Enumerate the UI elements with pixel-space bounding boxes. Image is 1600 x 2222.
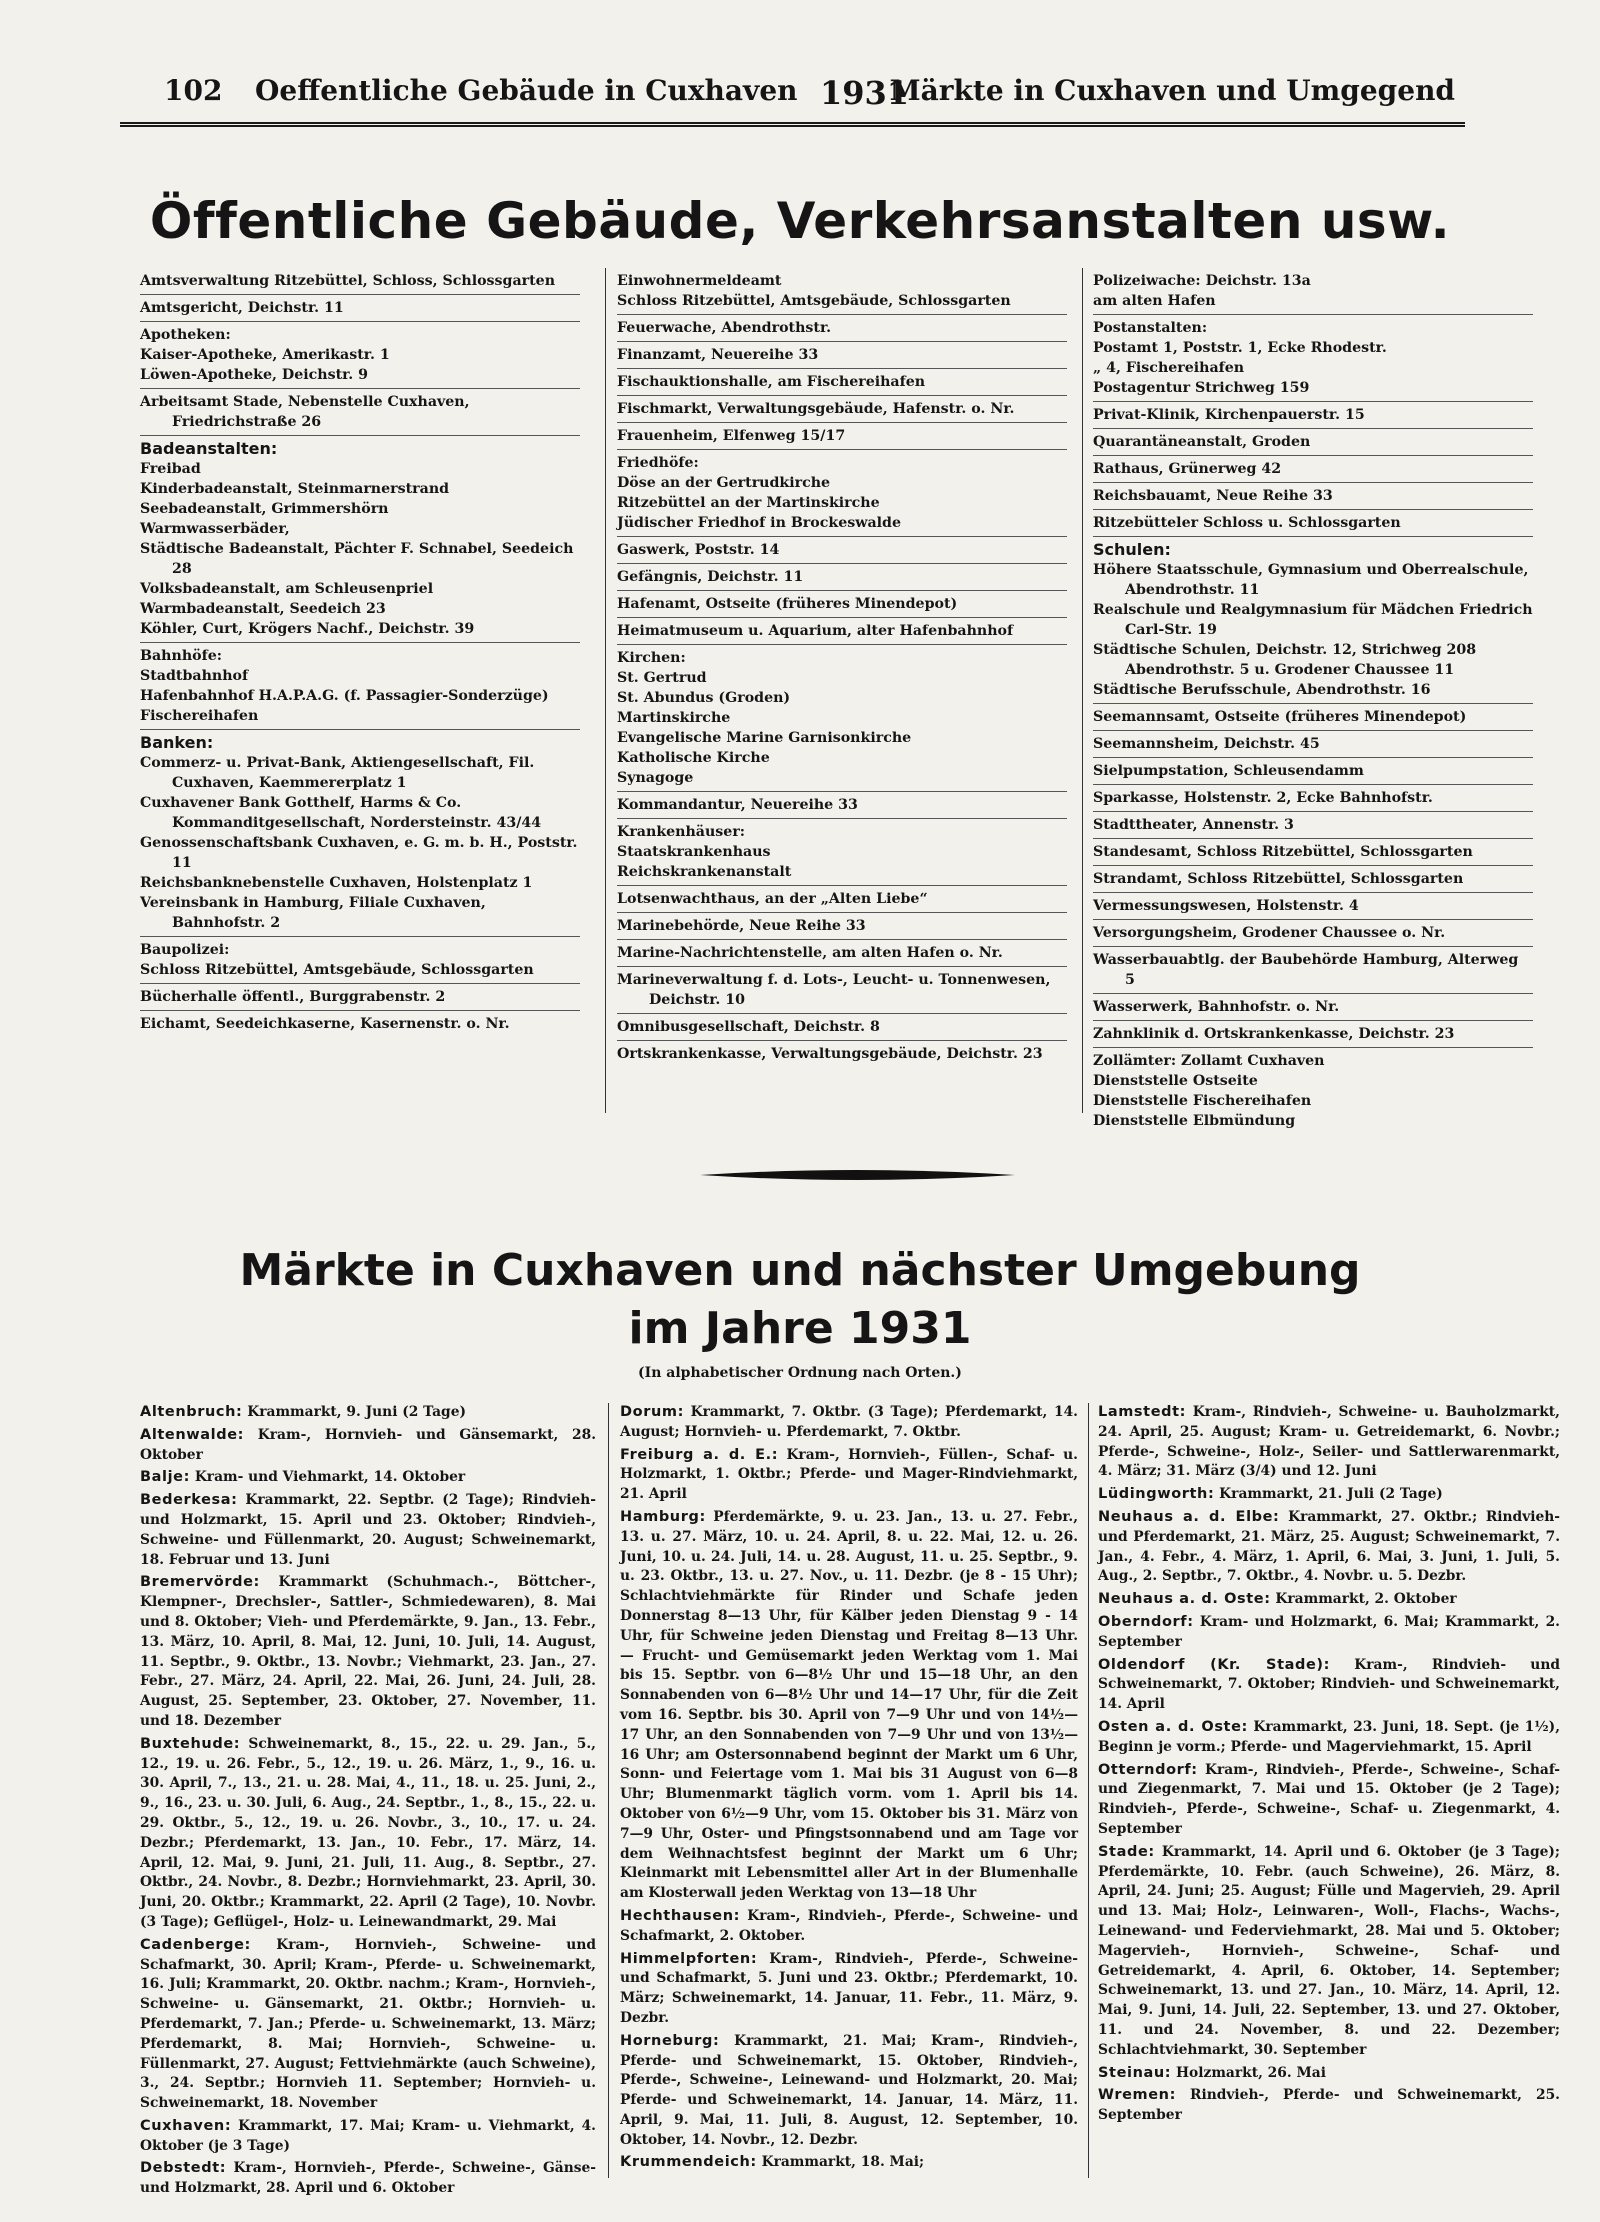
header-right-title: Märkte in Cuxhaven und Umgegend [889, 74, 1455, 107]
entry-subitem: Warmwasserbäder, [140, 521, 290, 537]
entry-subitem: Löwen-Apotheke, Deichstr. 9 [140, 367, 369, 383]
entry-name: Einwohnermeldeamt [617, 273, 782, 289]
market-dates: Schweinemarkt, 8., 15., 22. u. 29. Jan., 5., 12., 19. u. 26. Febr., 5., 12., 19. u. 26. März, 1., 9., 16. u. 30. April, 7., 13., 21. u. 28. Mai, 4., 11., 18. u. 25. Juni, 2., 9., 16., 23. u. 30. Juli, 6. Aug., 24. Septbr., 1., 8., 15., 22. u. 29. Oktbr., 5., 12., 19. u. 26. Novbr., 3., 10., 17. u. 24. Dezbr.; Pferdemarkt, 13. Jan., 10. Febr., 17. März, 14. April, 12. Mai, 9. Juni, 21. Juli, 11. Aug., 8. Septbr., 27. Oktbr., 24. Novbr., 8. Dezbr.; Hornviehmarkt, 23. April, 30. Juni, 20. Oktbr.; Krammarkt, 22. April (2 Tage), 10. Novbr. (3 Tage); Geflügel-, Holz- u. Leinewandmarkt, 29. Mai [140, 1735, 596, 1930]
directory-entry [617, 1014, 1067, 1041]
directory-entry [140, 1011, 580, 1037]
directory-entry [617, 819, 1067, 886]
directory-entry [140, 984, 580, 1011]
entry-subitem: Dienststelle Fischereihafen [1093, 1093, 1312, 1109]
market-dates: Krammarkt, 21. Juli (2 Tage) [1214, 1486, 1443, 1503]
market-entry [620, 1446, 1078, 1505]
entry-name: Kommandantur, Neuereihe 33 [617, 797, 858, 813]
markets-column-3 [1098, 1403, 1560, 2129]
directory-entry [617, 369, 1067, 396]
entry-name: Polizeiwache: Deichstr. 13a [1093, 273, 1311, 289]
directory-entry [1093, 785, 1533, 812]
entry-name: Krankenhäuser: [617, 824, 746, 840]
market-place: Hamburg: [620, 1508, 706, 1525]
market-place: Balje: [140, 1469, 191, 1486]
directory-entry [617, 537, 1067, 564]
market-dates: Rindvieh-, Pferde- und Schweinemarkt, 25. September [1098, 2087, 1560, 2124]
market-place: Oldendorf (Kr. Stade): [1098, 1656, 1331, 1673]
market-entry [620, 2032, 1078, 2151]
market-place: Steinau: [1098, 2064, 1172, 2081]
market-dates: Holzmarkt, 26. Mai [1171, 2064, 1326, 2081]
market-place: Horneburg: [620, 2032, 720, 2049]
directory-entry [1093, 994, 1533, 1021]
entry-name: Eichamt, Seedeichkaserne, Kasernenstr. o. Nr. [140, 1016, 510, 1032]
entry-subitem: Schloss Ritzebüttel, Amtsgebäude, Schlossgarten [140, 962, 534, 978]
entry-name: Quarantäneanstalt, Groden [1093, 434, 1311, 450]
directory-entry [1093, 731, 1533, 758]
market-place: Neuhaus a. d. Elbe: [1098, 1508, 1280, 1525]
directory-entry [617, 618, 1067, 645]
entry-name: Amtsverwaltung Ritzebüttel, Schloss, Schlossgarten [140, 273, 556, 289]
directory-entry [617, 645, 1067, 792]
market-entry [140, 1936, 596, 2114]
market-dates: Krammarkt, 9. Juni (2 Tage) [242, 1404, 467, 1420]
market-entry [140, 1468, 596, 1488]
entry-subitem: Genossenschaftsbank Cuxhaven, e. G. m. b. H., Poststr. 11 [140, 835, 578, 871]
entry-subitem: Commerz- u. Privat-Bank, Aktiengesellschaft, Fil. Cuxhaven, Kaemmererplatz 1 [140, 755, 535, 791]
market-place: Cadenberge: [140, 1936, 251, 1953]
entry-subitem: Postamt 1, Poststr. 1, Ecke Rhodestr. [1093, 340, 1387, 356]
market-dates: Krammarkt, 21. Mai; Kram-, Rindvieh-, Pferde- und Schweinemarkt, 15. Oktober, Rindvieh-, Pferde-, Schweine-, Leinewand- und Holzmarkt, 20. Mai; Pferde- und Schweinemarkt, 14. Januar, 14. März, 11. April, 9. Mai, 11. Juli, 8. August, 12. September, 10. Oktober, 14. Novbr., 12. Dezbr. [620, 2032, 1078, 2148]
header-rule [120, 122, 1465, 127]
entry-name: Fischmarkt, Verwaltungsgebäude, Hafenstr. o. Nr. [617, 401, 1015, 417]
directory-entry [1093, 268, 1533, 315]
entry-name: Bücherhalle öffentl., Burggrabenstr. 2 [140, 989, 446, 1005]
entry-name: Seemannsamt, Ostseite (früheres Minendepot) [1093, 709, 1467, 725]
entry-name: Schulen: [1093, 540, 1171, 559]
entry-name: Gefängnis, Deichstr. 11 [617, 569, 804, 585]
entry-subitem: Evangelische Marine Garnisonkirche [617, 730, 912, 746]
entry-name: Baupolizei: [140, 942, 230, 958]
market-entry [1098, 2086, 1560, 2126]
entry-subitem: Schloss Ritzebüttel, Amtsgebäude, Schlossgarten [617, 293, 1011, 309]
entry-subitem: Städtische Badeanstalt, Pächter F. Schnabel, Seedeich 28 [140, 541, 574, 577]
column-divider [608, 1403, 609, 2178]
market-entry [140, 1735, 596, 1933]
directory-entry [617, 396, 1067, 423]
directory-entry [617, 1041, 1067, 1067]
entry-subitem: Döse an der Gertrudkirche [617, 475, 831, 491]
market-place: Lüdingworth: [1098, 1486, 1215, 1503]
entry-name: Friedhöfe: [617, 455, 699, 471]
market-dates: Krammarkt, 7. Oktbr. (3 Tage); Pferdemarkt, 14. August; Hornvieh- u. Pferdemarkt, 7. Oktbr. [620, 1404, 1078, 1440]
column-divider [605, 268, 606, 1113]
entry-name: Sparkasse, Holstenstr. 2, Ecke Bahnhofstr. [1093, 790, 1433, 806]
directory-entry [140, 937, 580, 984]
directory-entry [617, 792, 1067, 819]
column-divider [1082, 268, 1083, 1113]
market-dates: Krammarkt, 17. Mai; Kram- u. Viehmarkt, 4. Oktober (je 3 Tage) [140, 2117, 596, 2154]
market-dates: Kram-, Hornvieh-, Pferde-, Schweine-, Gänse- und Holzmarkt, 28. April und 6. Oktober [140, 2160, 596, 2197]
entry-subitem: am alten Hafen [1093, 293, 1216, 309]
market-place: Bremervörde: [140, 1574, 260, 1591]
entry-name: Banken: [140, 733, 214, 752]
directory-entry [617, 967, 1067, 1014]
market-place: Oberndorf: [1098, 1613, 1194, 1630]
market-place: Debstedt: [140, 2160, 227, 2177]
entry-subitem: Ritzebüttel an der Martinskirche [617, 495, 880, 511]
directory-entry [617, 315, 1067, 342]
entry-subitem: „ 4, Fischereihafen [1093, 360, 1245, 376]
section2-title-line2: im Jahre 1931 [628, 1303, 972, 1354]
entry-subitem: Dienststelle Ostseite [1093, 1073, 1258, 1089]
market-entry [620, 1907, 1078, 1947]
entry-subitem: Cuxhavener Bank Gotthelf, Harms & Co. Kommanditgesellschaft, Nordersteinstr. 43/44 [140, 795, 542, 831]
entry-subitem: Kaiser-Apotheke, Amerikastr. 1 [140, 347, 390, 363]
entry-subitem: Hafenbahnhof H.A.P.A.G. (f. Passagier-Sonderzüge) [140, 688, 549, 704]
entry-name: Vermessungswesen, Holstenstr. 4 [1093, 898, 1359, 914]
market-dates: Kram-, Rindvieh-, Pferde-, Schweine- und Schafmarkt, 2. Oktober. [620, 1907, 1078, 1944]
entry-name: Fischauktionshalle, am Fischereihafen [617, 374, 926, 390]
market-entry [1098, 1656, 1560, 1715]
directory-entry [140, 436, 580, 643]
market-place: Hechthausen: [620, 1907, 741, 1924]
market-entry [140, 1403, 596, 1423]
entry-name: Omnibusgesellschaft, Deichstr. 8 [617, 1019, 880, 1035]
section2-subtitle: (In alphabetischer Ordnung nach Orten.) [638, 1365, 962, 1381]
directory-entry [1093, 429, 1533, 456]
directory-entry [1093, 758, 1533, 785]
column-divider [1088, 1403, 1089, 2178]
directory-entry [1093, 893, 1533, 920]
entry-subitem: Staatskrankenhaus [617, 844, 771, 860]
market-entry [1098, 1761, 1560, 1840]
entry-name: Marinebehörde, Neue Reihe 33 [617, 918, 866, 934]
market-place: Altenbruch: [140, 1404, 243, 1420]
market-dates: Kram-, Hornvieh-, Füllen-, Schaf- u. Holzmarkt, 1. Oktbr.; Pferde- und Mager-Rindviehmarkt, 21. April [620, 1446, 1078, 1503]
directory-entry [140, 322, 580, 389]
entry-name: Reichsbauamt, Neue Reihe 33 [1093, 488, 1333, 504]
market-entry [140, 1491, 596, 1570]
entry-subitem: Martinskirche [617, 710, 731, 726]
market-entry [1098, 1613, 1560, 1653]
market-entry [140, 2159, 596, 2199]
entry-name: Standesamt, Schloss Ritzebüttel, Schlossgarten [1093, 844, 1473, 860]
market-dates: Kram- und Holzmarkt, 6. Mai; Krammarkt, 2. September [1098, 1613, 1560, 1650]
directory-entry [1093, 537, 1533, 704]
entry-subitem: Reichsbanknebenstelle Cuxhaven, Holstenplatz 1 [140, 875, 533, 891]
entry-name: Strandamt, Schloss Ritzebüttel, Schlossgarten [1093, 871, 1464, 887]
directory-entry [1093, 920, 1533, 947]
directory-entry [617, 268, 1067, 315]
directory-entry [1093, 510, 1533, 537]
market-dates: Krammarkt, 18. Mai; [756, 2154, 925, 2171]
market-entry [620, 1508, 1078, 1904]
market-dates: Pferdemärkte, 9. u. 23. Jan., 13. u. 27. Febr., 13. u. 27. März, 10. u. 24. April, 8. u. 22. Mai, 12. u. 26. Juni, 10. u. 24. Juli, 14. u. 28. August, 11. u. 25. Septbr., 9. u. 23. Oktbr., 13. u. 27. Nov., u. 11. Dezbr. (je 8 - 15 Uhr); Schlachtviehmärkte für Rinder und Schafe jeden Donnerstag 8—13 Uhr, für Kälber jeden Dienstag 9 - 14 Uhr, für Schweine jeden Dienstag und Freitag 8—13 Uhr. — Frucht- und Gemüsemarkt jeden Werktag vom 1. Mai bis 15. Septbr. von 6—8½ Uhr und 15—18 Uhr, an den Sonnabenden von 6—8½ Uhr und 14—17 Uhr, für die Zeit vom 16. Septbr. bis 30. April von 7—9 Uhr und von 14½—17 Uhr, an den Sonnabenden von 7—9 Uhr und von 13½—16 Uhr; am Ostersonnabend beginnt der Markt um 6 Uhr, Sonn- und Feiertage vom 1. Mai bis 31 August von 6—8 Uhr; Blumenmarkt täglich vorm. vom 1. April bis 14. Oktober von 6½—9 Uhr, vom 15. Oktober bis 31. März von 7—9 Uhr, Oster- und Pfingstsonnabend und am Tage vor dem Weihnachtsfest beginnt der Markt um 6 Uhr; Kleinmarkt mit Lebensmittel aller Art in der Blumenhalle am Klosterwall jeden Werktag von 13—18 Uhr [620, 1508, 1078, 1902]
entry-name: Feuerwache, Abendrothstr. [617, 320, 832, 336]
market-entry [1098, 1718, 1560, 1758]
market-entry [140, 2117, 596, 2157]
market-place: Krummendeich: [620, 2154, 757, 2171]
directory-entry [617, 591, 1067, 618]
section1-title: Öffentliche Gebäude, Verkehrsanstalten usw. [149, 192, 1451, 250]
entry-name: Heimatmuseum u. Aquarium, alter Hafenbahnhof [617, 623, 1014, 639]
market-dates: Krammarkt, 2. Oktober [1270, 1591, 1457, 1608]
entry-name: Hafenamt, Ostseite (früheres Minendepot) [617, 596, 958, 612]
market-entry [1098, 1485, 1560, 1505]
directory-entry [1093, 866, 1533, 893]
entry-subitem: Vereinsbank in Hamburg, Filiale Cuxhaven, Bahnhofstr. 2 [140, 895, 486, 931]
entry-subitem: Reichskrankenanstalt [617, 864, 792, 880]
entry-name: Zollämter: Zollamt Cuxhaven [1093, 1053, 1325, 1069]
entry-name: Kirchen: [617, 650, 686, 666]
entry-name: Versorgungsheim, Grodener Chaussee o. Nr. [1093, 925, 1446, 941]
entry-name: Postanstalten: [1093, 320, 1208, 336]
entry-name: Seemannsheim, Deichstr. 45 [1093, 736, 1320, 752]
market-place: Lamstedt: [1098, 1404, 1187, 1420]
page-header [160, 74, 1455, 120]
entry-subitem: Warmbadeanstalt, Seedeich 23 [140, 601, 386, 617]
entry-name: Frauenheim, Elfenweg 15/17 [617, 428, 846, 444]
market-entry [620, 1403, 1078, 1443]
entry-subitem: Synagoge [617, 770, 694, 786]
directory-entry [617, 564, 1067, 591]
entry-name: Sielpumpstation, Schleusendamm [1093, 763, 1364, 779]
buildings-column-2 [617, 268, 1067, 1067]
entry-name: Stadttheater, Annenstr. 3 [1093, 817, 1294, 833]
entry-subitem: Stadtbahnhof [140, 668, 249, 684]
entry-subitem: Seebadeanstalt, Grimmershörn [140, 501, 389, 517]
directory-entry [1093, 1021, 1533, 1048]
ornamental-divider [700, 1168, 1015, 1182]
entry-name: Privat-Klinik, Kirchenpauerstr. 15 [1093, 407, 1365, 423]
market-entry [620, 2153, 1078, 2173]
header-year: 1931 [820, 74, 910, 112]
header-left-title: Oeffentliche Gebäude in Cuxhaven [255, 74, 798, 107]
market-dates: Kram-, Rindvieh- und Schweinemarkt, 7. Oktober; Rindvieh- und Schweinemarkt, 14. April [1098, 1656, 1560, 1713]
market-place: Buxtehude: [140, 1735, 241, 1752]
market-dates: Kram-, Rindvieh-, Schweine- u. Bauholzmarkt, 24. April, 25. August; Kram- u. Getreidemarkt, 6. Novbr.; Pferde-, Schweine-, Holz-, Seiler- und Sattlerwarenmarkt, 4. März; 31. März (3/4) und 12. Juni [1098, 1404, 1560, 1480]
market-dates: Krammarkt, 22. Septbr. (2 Tage); Rindvieh- und Holzmarkt, 15. April und 23. Oktober; Rindvieh-, Schweine- und Füllenmarkt, 20. August; Schweinemarkt, 18. Februar und 13. Juni [140, 1492, 596, 1568]
entry-name: Wasserbauabtlg. der Baubehörde Hamburg, Alterweg 5 [1093, 952, 1519, 988]
market-place: Neuhaus a. d. Oste: [1098, 1591, 1271, 1608]
directory-entry [617, 450, 1067, 537]
entry-name: Ortskrankenkasse, Verwaltungsgebäude, Deichstr. 23 [617, 1046, 1043, 1062]
entry-subitem: Realschule und Realgymnasium für Mädchen Friedrich Carl-Str. 19 [1093, 602, 1533, 638]
directory-entry [1093, 947, 1533, 994]
market-dates: Kram-, Hornvieh- und Gänsemarkt, 28. Oktober [140, 1426, 596, 1463]
directory-entry [1093, 483, 1533, 510]
market-place: Freiburg a. d. E.: [620, 1446, 779, 1463]
page-number: 102 [164, 74, 223, 107]
market-dates: Krammarkt, 23. Juni, 18. Sept. (je 1½), Beginn je vorm.; Pferde- und Magerviehmarkt, 15. April [1098, 1718, 1561, 1755]
directory-entry [617, 886, 1067, 913]
entry-subitem: St. Abundus (Groden) [617, 690, 791, 706]
directory-entry [617, 423, 1067, 450]
market-place: Altenwalde: [140, 1426, 245, 1443]
market-entry [1098, 1403, 1560, 1482]
directory-entry [1093, 456, 1533, 483]
markets-column-2 [620, 1403, 1078, 2176]
directory-entry [140, 730, 580, 937]
market-entry [1098, 1508, 1560, 1587]
market-place: Himmelpforten: [620, 1950, 758, 1967]
entry-name: Bahnhöfe: [140, 648, 222, 664]
market-entry [140, 1573, 596, 1731]
entry-subitem: Volksbadeanstalt, am Schleusenpriel [140, 581, 434, 597]
entry-name: Gaswerk, Poststr. 14 [617, 542, 780, 558]
entry-subitem: Kinderbadeanstalt, Steinmarnerstrand [140, 481, 450, 497]
directory-entry [1093, 1048, 1533, 1134]
markets-column-1 [140, 1403, 596, 2202]
entry-subitem: Fischereihafen [140, 708, 259, 724]
entry-name: Arbeitsamt Stade, Nebenstelle Cuxhaven, Friedrichstraße 26 [140, 394, 470, 430]
market-dates: Kram- und Viehmarkt, 14. Oktober [190, 1469, 466, 1486]
market-dates: Kram-, Rindvieh-, Pferde-, Schweine- und Schafmarkt, 5. Juni und 23. Oktbr.; Pferdemarkt, 10. März; Schweinemarkt, 14. Januar, 11. Febr., 11. März, 9. Dezbr. [620, 1950, 1078, 2026]
entry-name: Finanzamt, Neuereihe 33 [617, 347, 819, 363]
directory-entry [140, 295, 580, 322]
directory-entry [1093, 402, 1533, 429]
entry-subitem: Höhere Staatsschule, Gymnasium und Oberrealschule, Abendrothstr. 11 [1093, 562, 1529, 598]
market-place: Bederkesa: [140, 1492, 238, 1509]
directory-entry [140, 643, 580, 730]
entry-name: Rathaus, Grünerweg 42 [1093, 461, 1282, 477]
directory-entry [1093, 812, 1533, 839]
market-dates: Krammarkt, 27. Oktbr.; Rindvieh- und Pferdemarkt, 21. März, 25. August; Schweinemarkt, 7. Jan., 4. Febr., 4. März, 1. April, 6. Mai, 3. Juni, 1. Juli, 5. Aug., 2. Septbr., 7. Oktbr., 4. Novbr. u. 5. Dezbr. [1098, 1508, 1560, 1585]
market-entry [1098, 1843, 1560, 2061]
market-place: Osten a. d. Oste: [1098, 1718, 1248, 1735]
entry-name: Marine-Nachrichtenstelle, am alten Hafen o. Nr. [617, 945, 1003, 961]
entry-name: Marineverwaltung f. d. Lots-, Leucht- u. Tonnenwesen, Deichstr. 10 [617, 972, 1051, 1008]
market-dates: Krammarkt, 14. April und 6. Oktober (je 3 Tage); Pferdemärkte, 10. Febr. (auch Schweine), 26. März, 8. April, 24. Juni; 25. August; Fülle und Magervieh, 29. April und 13. Mai; Holz-, Leinwaren-, Woll-, Flachs-, Wachs-, Leinewand- und Federviehmarkt, 28. Mai und 5. Oktober; Magervieh-, Hornvieh-, Schweine-, Schaf- und Getreidemarkt, 4. April, 6. Oktober, 14. September; Schweinemarkt, 13. und 27. Jan., 10. März, 14. April, 12. Mai, 9. Juni, 14. Juli, 22. September, 13. und 27. Oktober, 11. und 24. November, 8. und 22. Dezember; Schlachtviehmarkt, 30. September [1098, 1843, 1560, 2058]
entry-subitem: Katholische Kirche [617, 750, 770, 766]
market-place: Cuxhaven: [140, 2117, 232, 2134]
entry-subitem: Postagentur Strichweg 159 [1093, 380, 1310, 396]
entry-subitem: Städtische Schulen, Deichstr. 12, Strichweg 208 Abendrothstr. 5 u. Grodener Chaussee 11 [1093, 642, 1477, 678]
directory-entry [140, 389, 580, 436]
directory-entry [617, 342, 1067, 369]
entry-name: Amtsgericht, Deichstr. 11 [140, 300, 344, 316]
directory-entry [1093, 704, 1533, 731]
directory-entry [617, 913, 1067, 940]
buildings-column-3 [1093, 268, 1533, 1134]
entry-name: Apotheken: [140, 327, 231, 343]
directory-entry [617, 940, 1067, 967]
market-entry [1098, 2064, 1560, 2084]
market-place: Stade: [1098, 1843, 1155, 1860]
entry-name: Badeanstalten: [140, 439, 278, 458]
entry-name: Wasserwerk, Bahnhofstr. o. Nr. [1093, 999, 1340, 1015]
market-entry [620, 1950, 1078, 2029]
directory-entry [1093, 839, 1533, 866]
market-place: Dorum: [620, 1404, 684, 1420]
market-place: Wremen: [1098, 2087, 1176, 2104]
market-dates: Kram-, Rindvieh-, Pferde-, Schweine-, Schaf- und Ziegenmarkt, 7. Mai und 15. Oktober (je 2 Tage); Rindvieh-, Pferde-, Schweine-, Schaf- u. Ziegenmarkt, 4. September [1098, 1761, 1560, 1837]
market-place: Otterndorf: [1098, 1761, 1198, 1778]
entry-name: Zahnklinik d. Ortskrankenkasse, Deichstr. 23 [1093, 1026, 1455, 1042]
entry-subitem: St. Gertrud [617, 670, 707, 686]
market-entry [140, 1426, 596, 1466]
directory-entry [140, 268, 580, 295]
entry-name: Ritzebütteler Schloss u. Schlossgarten [1093, 515, 1401, 531]
market-dates: Krammarkt (Schuhmach.-, Böttcher-, Klempner-, Drechsler-, Sattler-, Schmiedewaren), 8. Mai und 8. Oktober; Vieh- und Pferdemärkte, 9. Jan., 13. Febr., 13. März, 10. April, 8. Mai, 12. Juni, 10. Juli, 14. August, 11. Septbr., 9. Oktbr., 13. Novbr.; Viehmarkt, 23. Jan., 27. Febr., 27. März, 24. April, 22. Mai, 26. Juni, 24. Juli, 28. August, 25. September, 23. Oktober, 27. November, 11. und 18. Dezember [140, 1574, 596, 1729]
entry-subitem: Köhler, Curt, Krögers Nachf., Deichstr. 39 [140, 621, 475, 637]
market-dates: Kram-, Hornvieh-, Schweine- und Schafmarkt, 30. April; Kram-, Pferde- u. Schweinemarkt, 16. Juli; Krammarkt, 20. Oktbr. nachm.; Kram-, Hornvieh-, Schweine- u. Gänsemarkt, 21. Oktbr.; Hornvieh- u. Pferdemarkt, 7. Jan.; Pferde- u. Schweinemarkt, 13. März; Pferdemarkt, 8. Mai; Hornvieh-, Schweine- u. Füllenmarkt, 27. August; Fettviehmärkte (auch Schweine), 3., 24. Septbr.; Hornvieh 11. September; Hornvieh- u. Schweinemarkt, 18. November [140, 1936, 596, 2112]
entry-name: Lotsenwachthaus, an der „Alten Liebe“ [617, 891, 928, 907]
entry-subitem: Dienststelle Elbmündung [1093, 1113, 1296, 1129]
directory-entry [1093, 315, 1533, 402]
section2-title-line1: Märkte in Cuxhaven und nächster Umgebung [239, 1245, 1361, 1296]
entry-subitem: Jüdischer Friedhof in Brockeswalde [617, 515, 901, 531]
entry-subitem: Freibad [140, 461, 201, 477]
buildings-column-1 [140, 268, 580, 1037]
entry-subitem: Städtische Berufsschule, Abendrothstr. 16 [1093, 682, 1431, 698]
market-entry [1098, 1590, 1560, 1610]
